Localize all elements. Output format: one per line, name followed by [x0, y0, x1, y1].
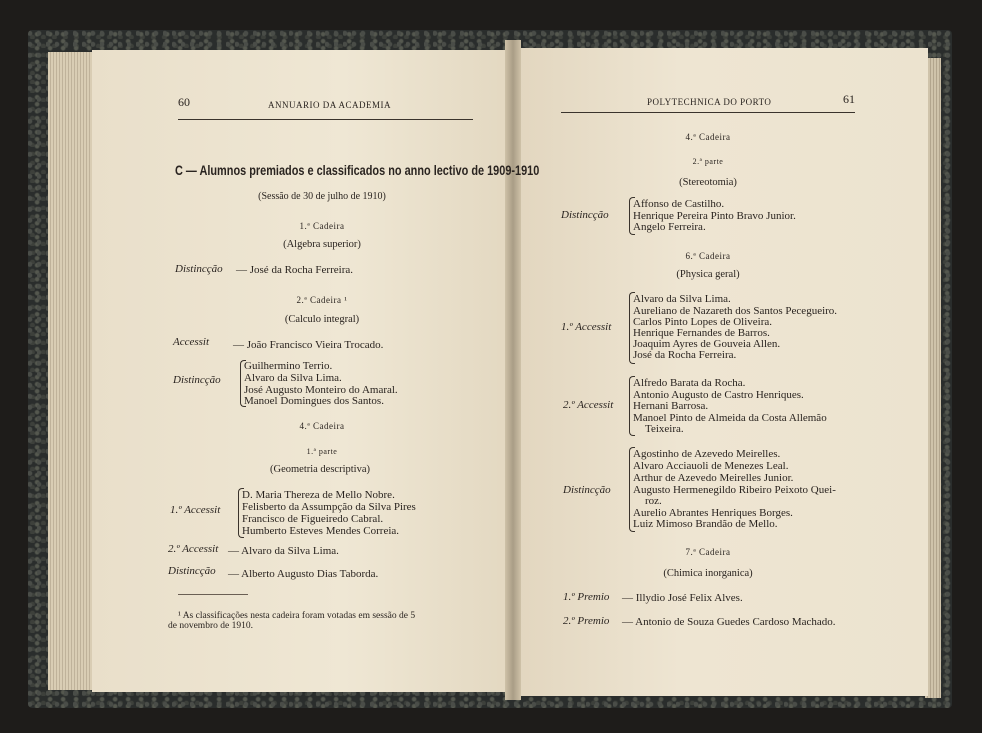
list-item: Henrique Fernandes de Barros. [633, 327, 770, 339]
cadeira1-subject: (Algebra superior) [283, 239, 361, 250]
cadeira7-premio1-entry: — Illydio José Felix Alves. [622, 592, 743, 604]
list-item: Francisco de Figueiredo Cabral. [242, 513, 384, 525]
r-cadeira4-subject: (Stereotomia) [679, 177, 737, 188]
cadeira1-heading: 1.ª Cadeira [299, 221, 345, 231]
cadeira2-distinccao-label: Distincção [173, 374, 221, 386]
cadeira2-accessit-label: Accessit [173, 336, 210, 348]
list-item: Augusto Hermenegildo Ribeiro Peixoto Quei- [633, 484, 836, 496]
list-item: Felisberto da Assumpção da Silva Pires [242, 501, 416, 513]
cadeira7-premio2-entry: — Antonio de Souza Guedes Cardoso Machado. [622, 616, 836, 628]
cadeira4-subject: (Geometria descriptiva) [270, 464, 370, 475]
cadeira4-accessit1-label: 1.º Accessit [170, 504, 221, 516]
cadeira6-distinccao-label: Distincção [563, 484, 611, 496]
list-item: Alvaro da Silva Lima. [633, 293, 731, 305]
r-cadeira4-distinccao-label: Distincção [561, 209, 609, 221]
cadeira1-entry: — José da Rocha Ferreira. [236, 264, 353, 276]
list-item: Aureliano de Nazareth dos Santos Pecegueiro. [633, 305, 838, 317]
cadeira7-subject: (Chimica inorganica) [663, 568, 753, 579]
cadeira4-accessit2-entry: — Alvaro da Silva Lima. [228, 545, 339, 557]
list-item: Aurelio Abrantes Henriques Borges. [633, 507, 793, 519]
list-item: Teixeira. [645, 423, 684, 435]
list-item: Angelo Ferreira. [633, 221, 706, 233]
right-page-number: 61 [843, 92, 855, 106]
footnote-line2: de novembro de 1910. [168, 621, 253, 631]
list-item: José Augusto Monteiro do Amaral. [244, 384, 398, 396]
list-item: Arthur de Azevedo Meirelles Junior. [633, 472, 794, 484]
left-head-rule [178, 119, 473, 120]
cadeira1-label: Distincção [175, 263, 223, 275]
left-running-head: ANNUARIO DA ACADEMIA [268, 100, 392, 110]
cadeira6-accessit2-label: 2.º Accessit [563, 399, 614, 411]
list-item: Luiz Mimoso Brandão de Mello. [633, 518, 778, 530]
cadeira6-accessit1-label: 1.º Accessit [561, 321, 612, 333]
cadeira7-premio1-label: 1.º Premio [563, 591, 610, 603]
cadeira4-part: 1.ª parte [306, 447, 338, 456]
right-running-head: POLYTECHNICA DO PORTO [647, 97, 772, 107]
list-item: Manoel Pinto de Almeida da Costa Allemão [633, 412, 827, 424]
list-item: Henrique Pereira Pinto Bravo Junior. [633, 210, 796, 222]
list-item: José da Rocha Ferreira. [633, 349, 737, 361]
cadeira6-subject: (Physica geral) [676, 269, 740, 280]
cadeira7-heading: 7.ª Cadeira [685, 547, 731, 557]
right-head-rule [561, 112, 855, 113]
cadeira2-subject: (Calculo integral) [284, 314, 360, 325]
list-item: Antonio Augusto de Castro Henriques. [633, 389, 804, 401]
cadeira2-accessit-entry: — João Francisco Vieira Trocado. [233, 339, 384, 351]
cadeira7-premio2-label: 2.º Premio [563, 615, 610, 627]
page-edges-left [48, 52, 98, 690]
cadeira4-distinccao-label: Distincção [168, 565, 216, 577]
list-item: Affonso de Castilho. [633, 198, 725, 210]
list-item: D. Maria Thereza de Mello Nobre. [242, 489, 395, 501]
cadeira6-heading: 6.ª Cadeira [685, 251, 731, 261]
session-date: (Sessão de 30 de julho de 1910) [258, 191, 386, 202]
r-cadeira4-heading: 4.ª Cadeira [685, 132, 731, 142]
list-item: Joaquim Ayres de Gouveia Allen. [633, 338, 781, 350]
footnote-rule [178, 594, 248, 595]
section-title: C — Alumnos premiados e classificados no anno lectivo de 1909-1910 [175, 162, 540, 178]
cadeira4-heading: 4.ª Cadeira [299, 421, 345, 431]
list-item: roz. [645, 495, 662, 507]
list-item: Alvaro Acciauoli de Menezes Leal. [633, 460, 789, 472]
left-page-number: 60 [178, 95, 190, 109]
list-item: Carlos Pinto Lopes de Oliveira. [633, 316, 773, 328]
r-cadeira4-part: 2.ª parte [692, 157, 724, 166]
list-item: Agostinho de Azevedo Meirelles. [633, 448, 781, 460]
list-item: Guilhermino Terrio. [244, 360, 333, 372]
cadeira4-distinccao-entry: — Alberto Augusto Dias Taborda. [228, 568, 379, 580]
list-item: Hernani Barrosa. [633, 400, 709, 412]
book-gutter [505, 40, 521, 700]
list-item: Alfredo Barata da Rocha. [633, 377, 746, 389]
cadeira2-heading: 2.ª Cadeira ¹ [296, 295, 348, 305]
list-item: Manoel Domingues dos Santos. [244, 395, 384, 407]
list-item: Humberto Esteves Mendes Correia. [242, 525, 400, 537]
cadeira4-accessit2-label: 2.º Accessit [168, 543, 219, 555]
footnote-line1: ¹ As classificações nesta cadeira foram votadas em sessão de 5 [178, 611, 416, 621]
list-item: Alvaro da Silva Lima. [244, 372, 342, 384]
